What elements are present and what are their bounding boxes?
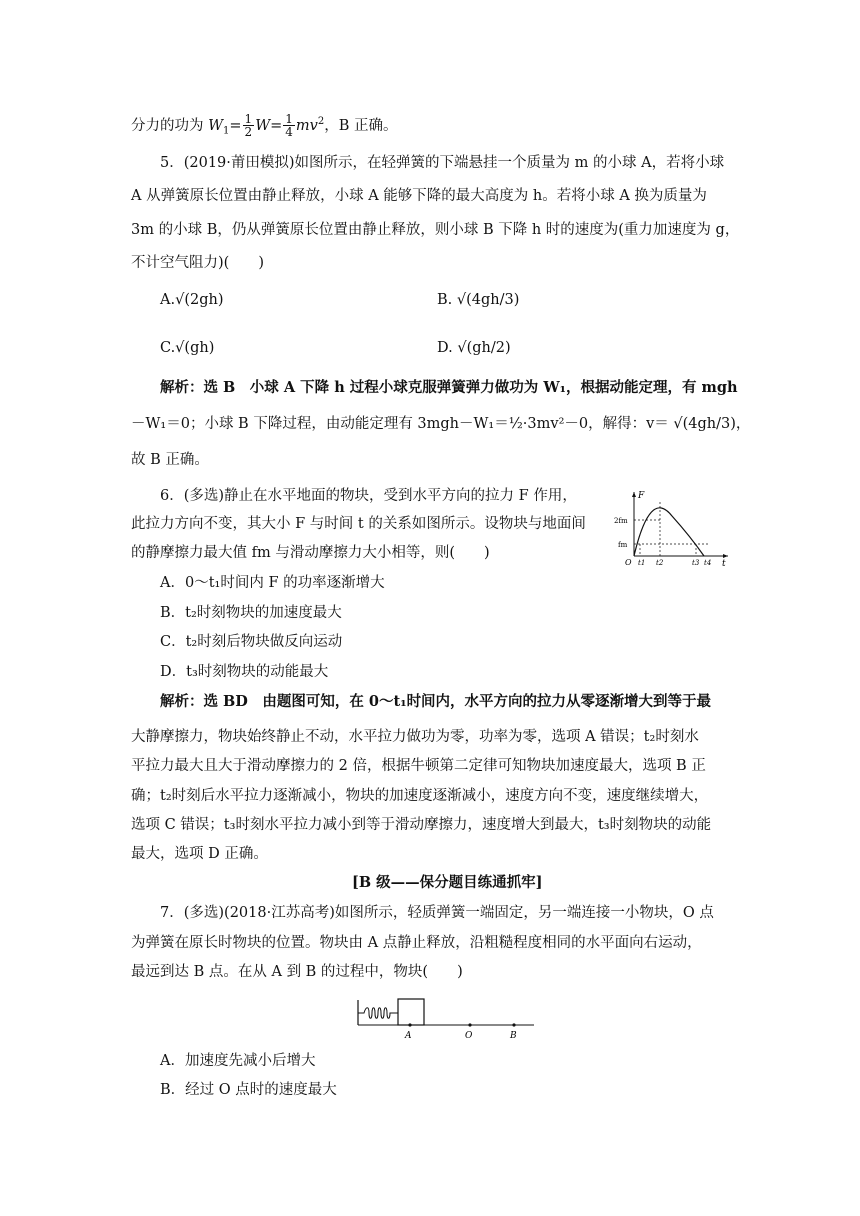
question-7-option-b: B．经过 O 点时的速度最大 [160,1082,337,1098]
question-6-option-a: A．0～t₁时间内 F 的功率逐渐增大 [160,575,385,591]
question-5-line-1: 5．(2019·莆田模拟)如图所示，在轻弹簧的下端悬挂一个质量为 m 的小球 A，若将小球 [160,155,725,171]
question-6-option-d: D．t₃时刻物块的动能最大 [160,664,329,680]
y-tick-label: fm [618,541,628,549]
question-6-solution-2: 大静摩擦力，物块始终静止不动，水平拉力做功为零，功率为零，选项 A 错误；t₂时刻水 [131,729,699,745]
question-5-option-c: C.√(gh) [160,340,215,356]
section-heading-b: [B 级——保分题目练通抓牢] [352,874,543,891]
question-6-line-3: 的静摩擦力最大值 fm 与滑动摩擦力大小相等，则( ) [131,545,490,561]
question-7-line-3: 最远到达 B 点。在从 A 到 B 的过程中，物块( ) [131,964,463,980]
question-6-option-c: C．t₂时刻后物块做反向运动 [160,634,343,650]
question-7-option-a: A．加速度先减小后增大 [160,1053,316,1069]
x-axis-label: t [722,559,726,566]
x-tick-label: O [625,558,632,566]
spring-block-figure [352,994,538,1040]
question-5-line-4: 不计空气阻力)( ) [131,255,264,271]
question-7-line-1: 7．(多选)(2018·江苏高考)如图所示，轻质弹簧一端固定，另一端连接一小物块，O 点 [160,905,714,921]
question-7-line-2: 为弹簧在原长时物块的位置。物块由 A 点静止释放，沿粗糙程度相同的水平面向右运动， [131,935,702,951]
question-6-solution-3: 平拉力最大且大于滑动摩擦力的 2 倍，根据牛顿第二定律可知物块加速度最大，选项 B 正 [131,758,706,774]
question-5-line-2: A 从弹簧原长位置由静止释放，小球 A 能够下降的最大高度为 h。若将小球 A 换为质量为 [131,188,707,204]
question-5-solution-3: 故 B 正确。 [131,452,209,468]
question-5-option-a: A.√(2gh) [160,292,224,308]
question-6-solution-6: 最大，选项 D 正确。 [131,846,268,862]
text-line: 分力的功为 $W_1=$ $\frac{1}{2}$ W= $\frac{1}{4}$ $mv^2$，B 正确。 [131,112,398,140]
y-tick-label: 2fm [614,517,628,525]
question-6-line-2: 此拉力方向不变，其大小 F 与时间 t 的关系如图所示。设物块与地面间 [131,516,586,532]
x-tick-label: t1 [638,559,646,566]
question-6-option-b: B．t₂时刻物块的加速度最大 [160,605,342,621]
question-5-solution-2: －W₁＝0；小球 B 下降过程，由动能定理有 3mgh－W₁＝½·3mv²－0，解得：v＝ √(4gh/3)， [131,416,751,432]
y-axis-label: F [638,491,645,501]
question-5-solution-1: 解析：选 B 小球 A 下降 h 过程小球克服弹簧弹力做功为 W₁，根据动能定理，有 mgh [160,379,738,396]
x-tick-label: t2 [656,559,664,566]
question-5-option-b: B. √(4gh/3) [437,292,520,308]
force-time-graph [612,488,732,566]
question-6-solution-1: 解析：选 BD 由题图可知，在 0～t₁时间内，水平方向的拉力从零逐渐增大到等于最 [160,693,712,710]
x-tick-label: t3 [692,559,700,566]
point-label: O [465,1031,473,1040]
point-label: A [405,1031,412,1040]
question-6-solution-5: 选项 C 错误；t₃时刻水平拉力减小到等于滑动摩擦力，速度增大到最大，t₃时刻物块的动能 [131,817,712,833]
question-5-option-d: D. √(gh/2) [437,340,511,356]
x-tick-label: t4 [704,559,712,566]
question-5-line-3: 3m 的小球 B，仍从弹簧原长位置由静止释放，则小球 B 下降 h 时的速度为(重力加速度为 g， [131,222,740,238]
point-label: B [510,1031,517,1040]
question-6-solution-4: 确；t₂时刻后水平拉力逐渐减小，物块的加速度逐渐减小，速度方向不变，速度继续增大， [131,788,709,804]
question-6-line-1: 6．(多选)静止在水平地面的物块，受到水平方向的拉力 F 作用， [160,488,577,504]
